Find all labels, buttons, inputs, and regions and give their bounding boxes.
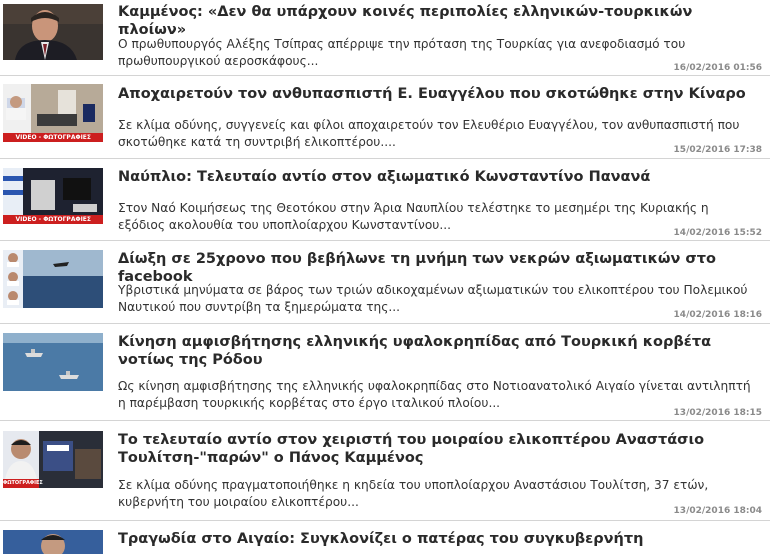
article-date: 14/02/2016 18:16 xyxy=(673,310,762,320)
article-summary: Ως κίνηση αμφισβήτησης της ελληνικής υφαλοκρηπίδας στο Νοτιοανατολικό Αιγαίο γίνεται αντιληπτή η παρέμβαση τουρκικής κορβέτας στο έργο ιταλικού πλοίου... xyxy=(118,379,751,410)
article-date: 14/02/2016 15:52 xyxy=(673,228,762,238)
article-title-link[interactable]: Δίωξη σε 25χρονο που βεβήλωνε τη μνήμη των νεκρών αξιωματικών στο facebook xyxy=(118,251,716,285)
article-item xyxy=(0,521,770,554)
article-title-link[interactable]: Το τελευταίο αντίο στον χειριστή του μοιραίου ελικοπτέρου Αναστάσιο Τουλίτση-"παρών" ο Πάνος Καμμένος xyxy=(118,432,705,466)
article-thumbnail[interactable] xyxy=(3,84,103,142)
article-thumbnail[interactable] xyxy=(3,250,103,308)
thumbnail-badge: ΦΩΤΟΓΡΑΦΙΕΣ xyxy=(3,480,43,486)
article-item xyxy=(0,241,770,324)
article-summary: Στον Ναό Κοιμήσεως της Θεοτόκου στην Άρια Ναυπλίου τελέστηκε το μεσημέρι της Κυριακής η εξόδιος ακολουθία του υποπλοίαρχου Κωνσταντίνου... xyxy=(118,201,709,232)
article-thumbnail[interactable] xyxy=(3,530,103,554)
article-item xyxy=(0,159,770,241)
article-thumbnail[interactable] xyxy=(3,4,103,60)
article-title-link[interactable]: Αποχαιρετούν τον ανθυπασπιστή Ε. Ευαγγέλου που σκοτώθηκε στην Κίναρο xyxy=(118,86,746,102)
article-date: 16/02/2016 01:56 xyxy=(673,63,762,73)
article-summary: Σε κλίμα οδύνης πραγματοποιήθηκε η κηδεία του υποπλοίαρχου Αναστάσιου Τουλίτση, 37 ετών, κυβερνήτη του μοιραίου ελικοπτέρου... xyxy=(118,478,709,509)
article-summary: Υβριστικά μηνύματα σε βάρος των τριών αδικοχαμένων αξιωματικών του ελικοπτέρου του Πολεμικού Ναυτικού που συντρίβη τα ξημερώματα της... xyxy=(118,283,748,314)
article-date: 13/02/2016 18:15 xyxy=(673,408,762,418)
article-title-link[interactable]: Καμμένος: «Δεν θα υπάρχουν κοινές περιπολίες ελληνικών-τουρκικών πλοίων» xyxy=(118,4,693,38)
article-item xyxy=(0,421,770,521)
article-summary: Ο πρωθυπουργός Αλέξης Τσίπρας απέρριψε την πρόταση της Τουρκίας για ανεφοδιασμό του πρωθυπουργικού αεροσκάφους... xyxy=(118,37,686,68)
article-thumbnail[interactable] xyxy=(3,431,103,488)
article-date: 13/02/2016 18:04 xyxy=(673,506,762,516)
article-item xyxy=(0,76,770,159)
article-date: 15/02/2016 17:38 xyxy=(673,145,762,155)
article-title-link[interactable]: Τραγωδία στο Αιγαίο: Συγκλονίζει ο πατέρας του συγκυβερνήτη xyxy=(118,531,644,547)
thumbnail-badge: VIDEO - ΦΩΤΟΓΡΑΦΙΕΣ xyxy=(3,133,103,142)
article-thumbnail[interactable] xyxy=(3,333,103,391)
article-title-link[interactable]: Κίνηση αμφισβήτησης ελληνικής υφαλοκρηπίδας από Τουρκική κορβέτα νοτίως της Ρόδου xyxy=(118,334,712,368)
article-summary: Σε κλίμα οδύνης, συγγενείς και φίλοι αποχαιρετούν τον Ελευθέριο Ευαγγέλου, τον ανθυπασπιστή που σκοτώθηκε κατά τη συντριβή ελικοπτέρου.... xyxy=(118,118,740,149)
article-item xyxy=(0,324,770,421)
article-title-link[interactable]: Ναύπλιο: Τελευταίο αντίο στον αξιωματικό Κωνσταντίνο Πανανά xyxy=(118,169,651,185)
article-thumbnail[interactable] xyxy=(3,168,103,224)
article-item xyxy=(0,0,770,76)
thumbnail-badge: VIDEO - ΦΩΤΟΓΡΑΦΙΕΣ xyxy=(3,215,103,224)
